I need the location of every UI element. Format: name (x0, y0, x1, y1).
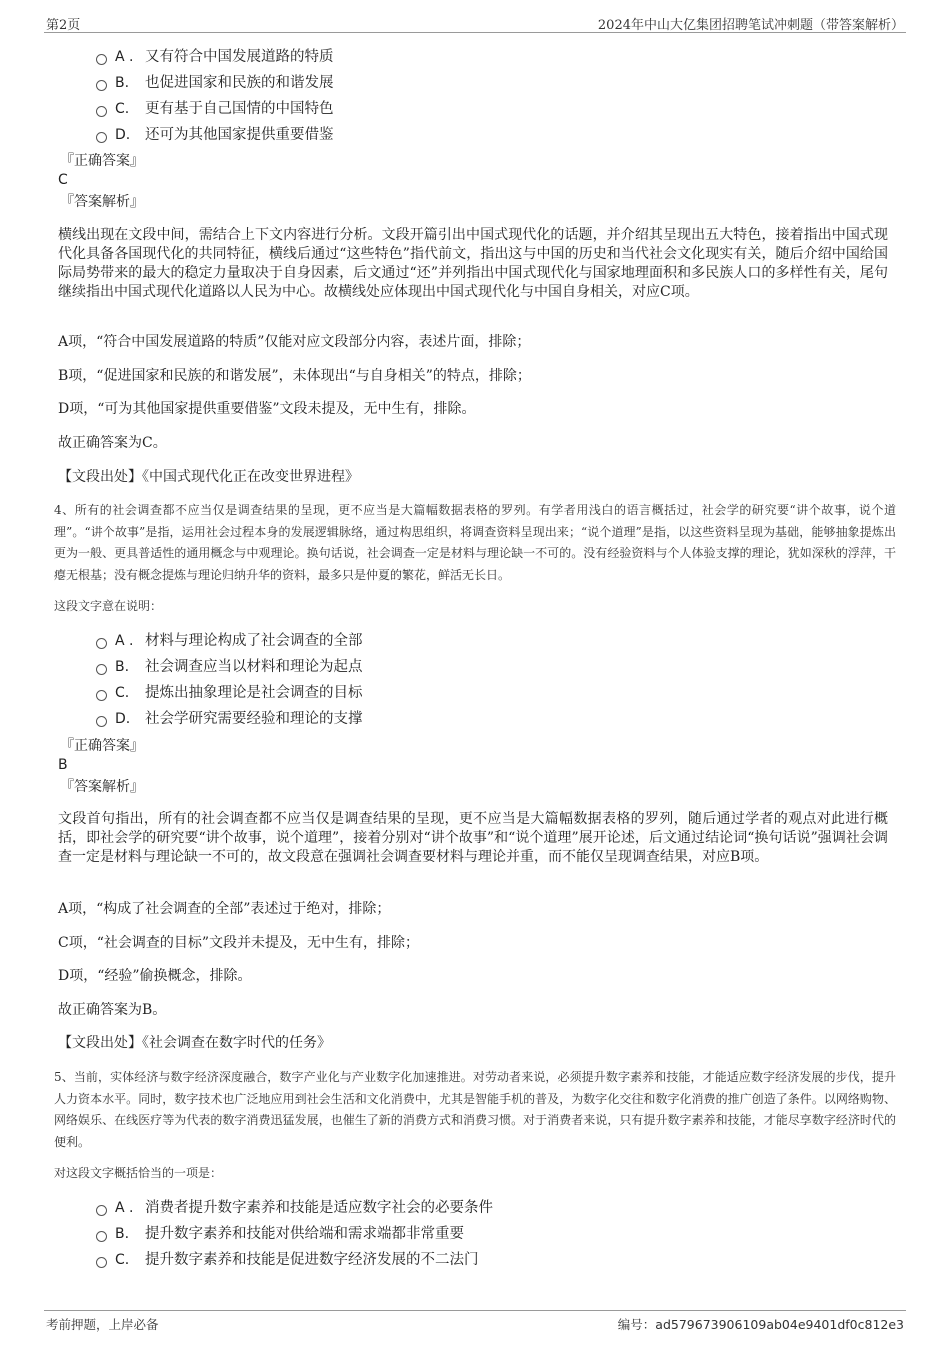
radio-icon[interactable] (96, 638, 107, 649)
radio-icon[interactable] (96, 106, 107, 117)
radio-icon[interactable] (96, 132, 107, 143)
q3-note-d: D项，“可为其他国家提供重要借鉴”文段未提及，无中生有，排除。 (58, 401, 476, 417)
q4-note-c: C项，“社会调查的目标”文段并未提及，无中生有，排除； (58, 935, 420, 951)
q5-option-a[interactable]: A . 消费者提升数字素养和技能是适应数字社会的必要条件 (96, 1197, 493, 1219)
radio-icon[interactable] (96, 54, 107, 65)
q3-option-a[interactable]: A . 又有符合中国发展道路的特质 (96, 46, 334, 68)
q4-prompt: 这段文字意在说明： (54, 599, 163, 613)
q3-option-b[interactable]: B. 也促进国家和民族的和谐发展 (96, 72, 334, 94)
q3-conclusion: 故正确答案为C。 (58, 435, 167, 451)
radio-icon[interactable] (96, 1231, 107, 1242)
q5-option-b[interactable]: B. 提升数字素养和技能对供给端和需求端都非常重要 (96, 1223, 464, 1245)
q4-conclusion: 故正确答案为B。 (58, 1002, 167, 1018)
radio-icon[interactable] (96, 690, 107, 701)
q3-option-c[interactable]: C. 更有基于自己国情的中国特色 (96, 98, 334, 120)
q4-source: 【文段出处】《社会调查在数字时代的任务》 (58, 1035, 331, 1051)
q3-note-b: B项，“促进国家和民族的和谐发展”，未体现出“与自身相关”的特点，排除； (58, 368, 531, 384)
q3-analysis-label: 『答案解析』 (60, 194, 144, 210)
q3-analysis-text: 横线出现在文段中间，需结合上下文内容进行分析。文段开篇引出中国式现代化的话题，并介绍其呈现出五大特色，接着指出中国式现代化具备各国现代化的共同特征，横线后通过“这些特色”指代前文，指出这与中国的历史和当代社会文化现实有关，随后介绍中国给国际局势带来的最大的稳定力量取决于自身因素，后文通过“还”并列指出中国式现代化与国家地理面积和多民族人口的多样性有关，尾句继续指出中国式现代化道路以人民为中心。故横线处应体现出中国式现代化与中国自身相关，对应C项。 (58, 227, 888, 300)
radio-icon[interactable] (96, 1205, 107, 1216)
q4-analysis-label: 『答案解析』 (60, 779, 144, 795)
q3-correct-answer: C (58, 172, 68, 188)
radio-icon[interactable] (96, 1257, 107, 1268)
q3-option-d[interactable]: D. 还可为其他国家提供重要借鉴 (96, 124, 334, 146)
radio-icon[interactable] (96, 80, 107, 91)
q5-option-c[interactable]: C. 提升数字素养和技能是促进数字经济发展的不二法门 (96, 1249, 479, 1271)
page-header (44, 12, 906, 33)
q4-correct-label: 『正确答案』 (60, 738, 144, 754)
q4-note-d: D项，“经验”偷换概念，排除。 (58, 968, 252, 984)
page-number: 第2页 (46, 18, 81, 33)
q3-correct-label: 『正确答案』 (60, 153, 144, 169)
document-title: 2024年中山大亿集团招聘笔试冲刺题（带答案解析） (597, 18, 904, 33)
q5-prompt: 对这段文字概括恰当的一项是： (54, 1166, 223, 1180)
q3-note-a: A项，“符合中国发展道路的特质”仅能对应文段部分内容，表述片面，排除； (58, 334, 531, 350)
q4-note-a: A项，“构成了社会调查的全部”表述过于绝对，排除； (58, 901, 391, 917)
q4-option-c[interactable]: C. 提炼出抽象理论是社会调查的目标 (96, 682, 363, 704)
q4-analysis-text: 文段首句指出，所有的社会调查都不应当仅是调查结果的呈现，更不应当是大篇幅数据表格的罗列，随后通过学者的观点对此进行概括，即社会学的研究要“讲个故事，说个道理”，接着分别对“讲个故事”和“说个道理”展开论述，后文通过结论词“换句话说”强调社会调查一定是材料与理论缺一不可的，故文段意在强调社会调查要材料与理论并重，而不能仅呈现调查结果，对应B项。 (58, 811, 888, 865)
radio-icon[interactable] (96, 716, 107, 727)
page-footer (44, 1310, 906, 1333)
q4-option-b[interactable]: B. 社会调查应当以材料和理论为起点 (96, 656, 363, 678)
footer-slogan: 考前押题，上岸必备 (46, 1317, 159, 1332)
q4-correct-answer: B (58, 757, 68, 773)
q4-question-text: 4、所有的社会调查都不应当仅是调查结果的呈现，更不应当是大篇幅数据表格的罗列。有学者用浅白的语言概括过，社会学的研究要“讲个故事，说个道理”。“讲个故事”是指，运用社会过程本身的发展逻辑脉络，通过构思组织，将调查资料呈现出来；“说个道理”是指，以这些资料呈现为基础，能够抽象提炼出更为一般、更具普适性的通用概念与中观理论。换句话说，社会调查一定是材料与理论缺一不可的。没有经验资料与个人体验支撑的理论，犹如深秋的浮萍，干瘪无根基；没有概念提炼与理论归纳升华的资料，最多只是仲夏的繁花，鲜活无长日。 (54, 503, 896, 582)
radio-icon[interactable] (96, 664, 107, 675)
document-code: 编号：ad579673906109ab04e9401df0c812e3 (617, 1317, 904, 1332)
q3-source: 【文段出处】《中国式现代化正在改变世界进程》 (58, 469, 359, 485)
q4-option-a[interactable]: A . 材料与理论构成了社会调查的全部 (96, 630, 363, 652)
q4-option-d[interactable]: D. 社会学研究需要经验和理论的支撑 (96, 708, 363, 730)
q5-question-text: 5、当前，实体经济与数字经济深度融合，数字产业化与产业数字化加速推进。对劳动者来说，必须提升数字素养和技能，才能适应数字经济发展的步伐，提升人力资本水平。同时，数字技术也广泛地应用到社会生活和文化消费中，尤其是智能手机的普及，为数字化交往和数字化消费的推广创造了条件。以网络购物、网络娱乐、在线医疗等为代表的数字消费迅猛发展，也催生了新的消费方式和消费习惯。对于消费者来说，只有提升数字素养和技能，才能尽享数字经济时代的便利。 (54, 1070, 896, 1149)
